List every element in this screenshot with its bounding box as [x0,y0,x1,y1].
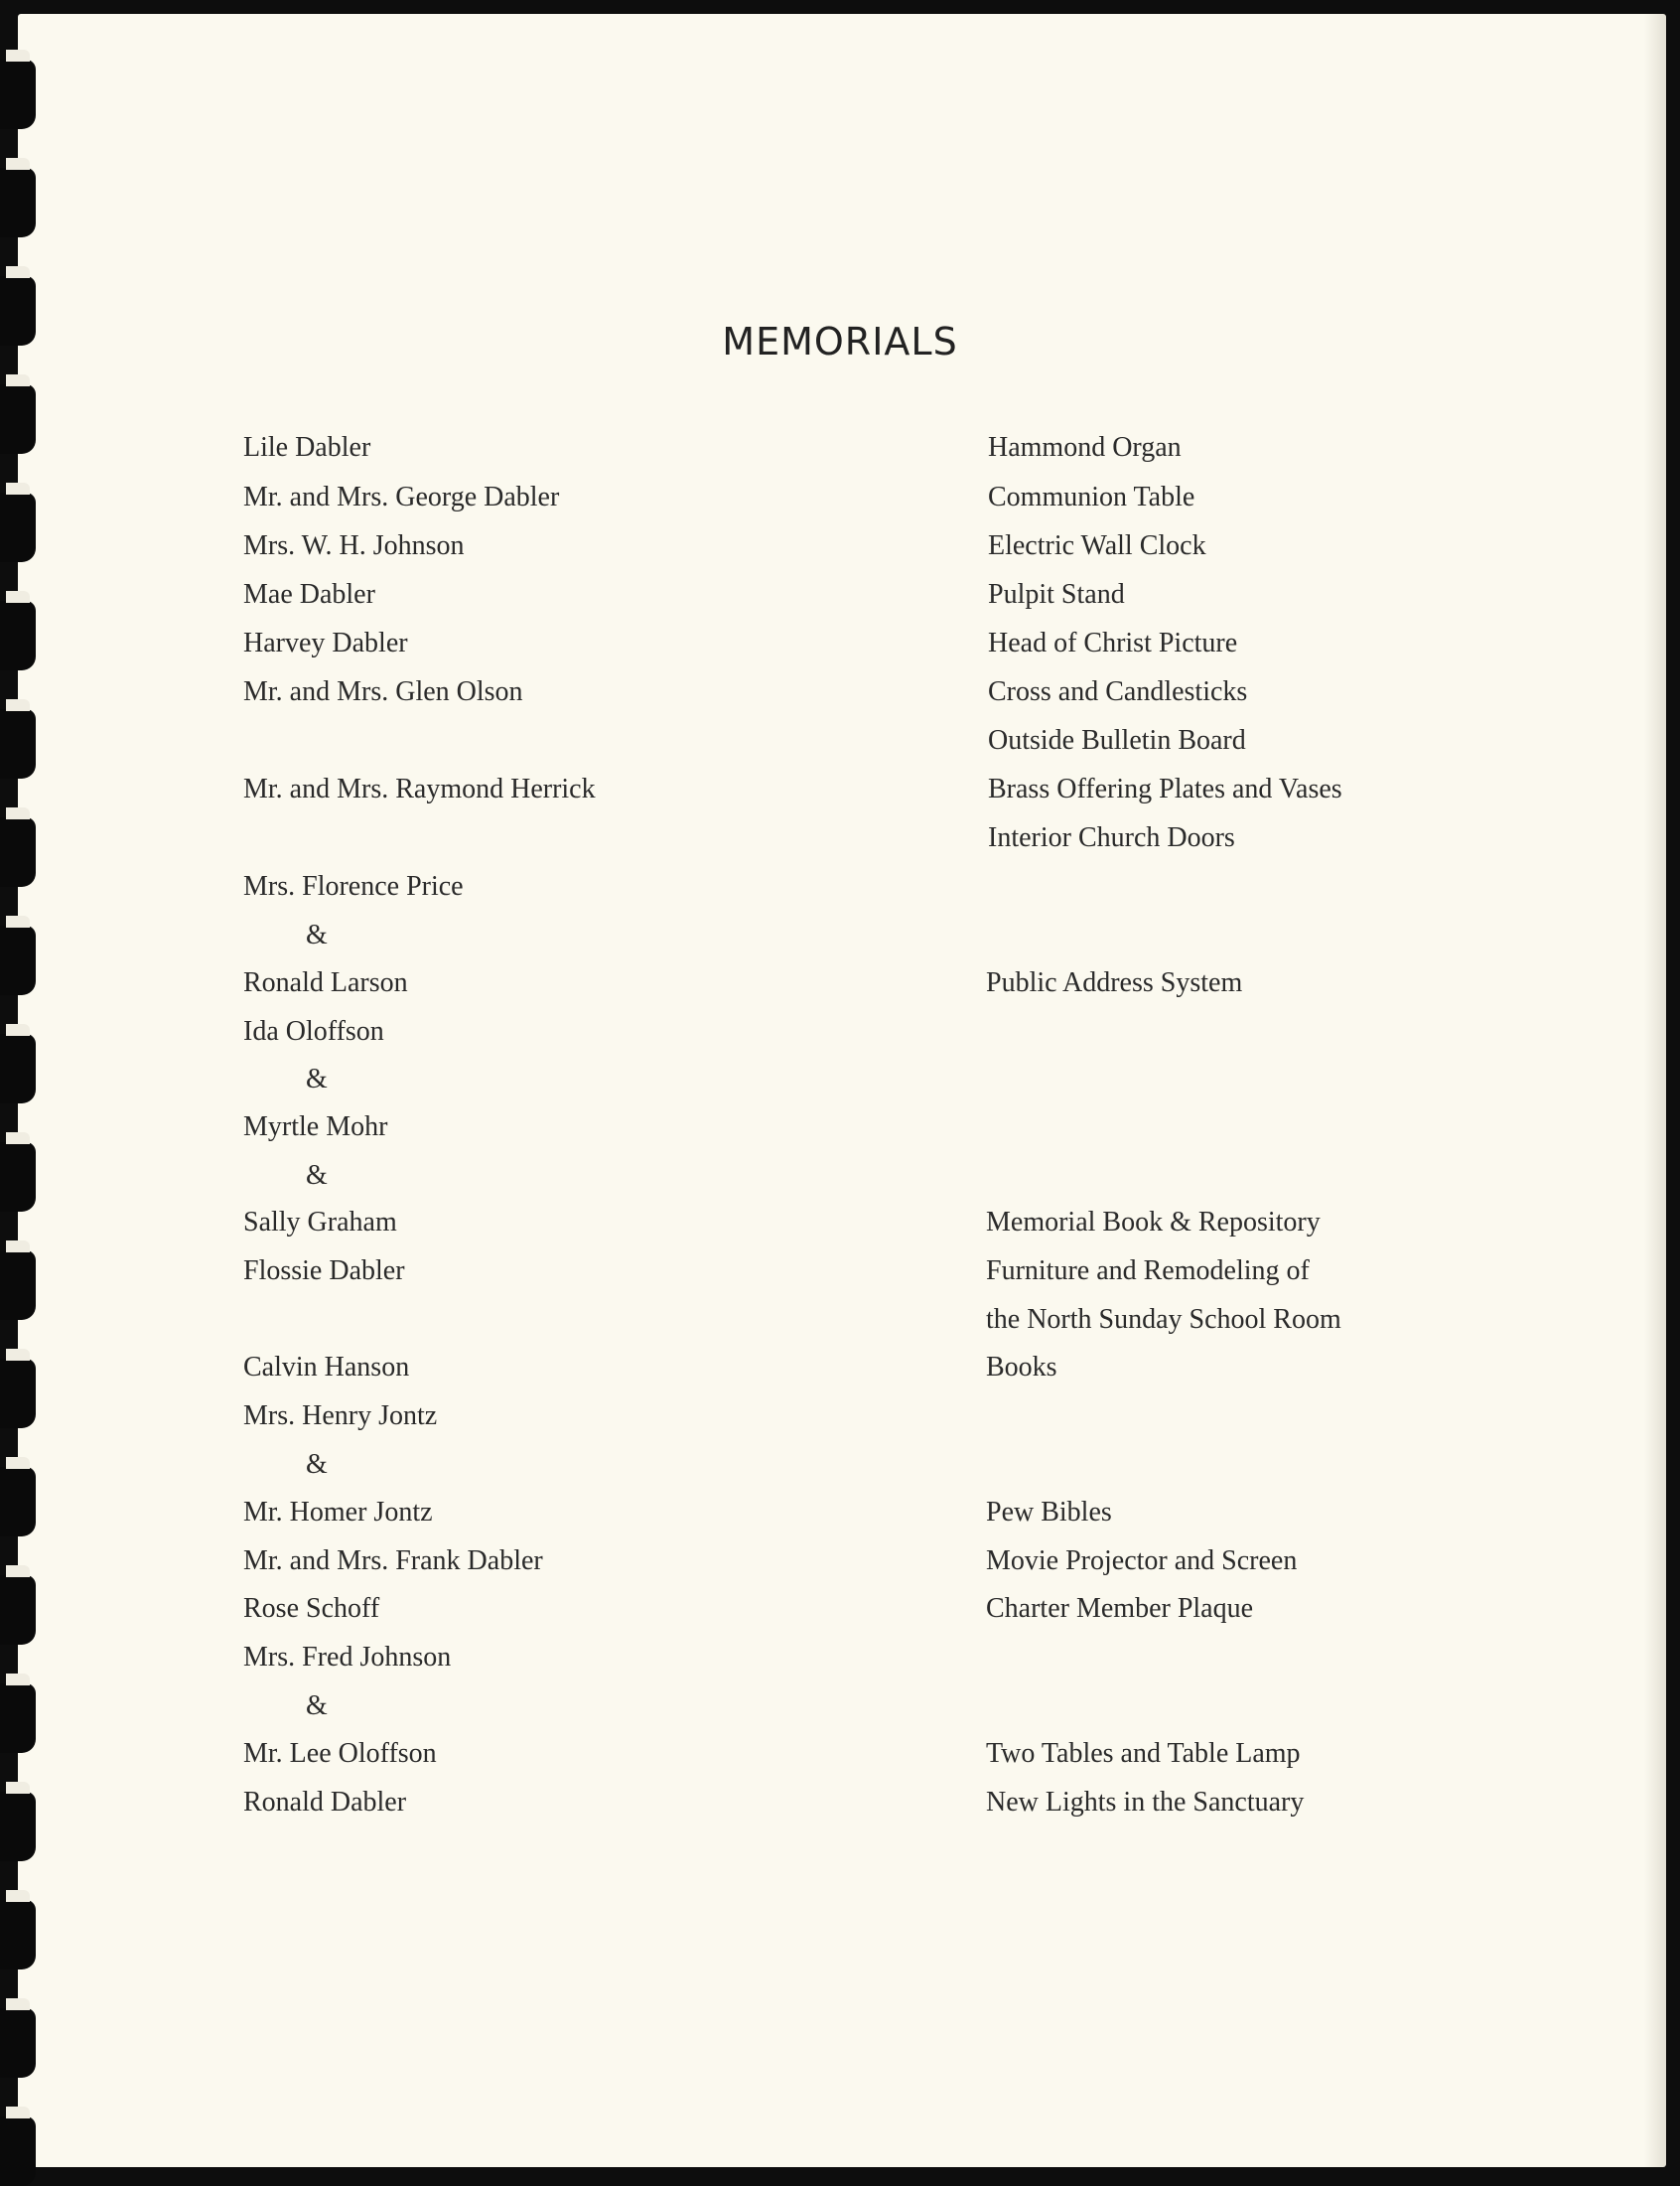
memorial-item: Public Address System [986,967,1243,998]
memorial-item: Hammond Organ [988,432,1182,463]
memorial-item: Outside Bulletin Board [988,725,1246,756]
memorial-item: Pulpit Stand [988,579,1125,610]
memorial-name: Lile Dabler [243,432,371,463]
memorial-item: Electric Wall Clock [988,530,1206,561]
ampersand: & [306,920,328,950]
ampersand: & [306,1449,328,1480]
memorial-name: Ida Oloffson [243,1016,384,1047]
memorial-item: Two Tables and Table Lamp [986,1738,1301,1769]
memorial-item: Brass Offering Plates and Vases [988,774,1342,804]
memorial-item: Books [986,1352,1057,1383]
memorial-name: Rose Schoff [243,1593,380,1624]
binding-ring [0,1467,36,1536]
binding-ring [0,1359,36,1428]
ampersand: & [306,1690,328,1721]
memorial-name: Ronald Dabler [243,1787,407,1818]
ampersand: & [306,1160,328,1191]
memorial-item: the North Sunday School Room [986,1304,1341,1335]
binding-ring [0,1250,36,1320]
binding-ring [0,1900,36,1969]
memorial-name: Mr. and Mrs. Glen Olson [243,676,523,707]
memorial-item: Pew Bibles [986,1497,1112,1528]
binding-ring [0,384,36,454]
memorial-name: Calvin Hanson [243,1352,410,1383]
memorial-item: Charter Member Plaque [986,1593,1254,1624]
memorial-item: Movie Projector and Screen [986,1545,1298,1576]
memorial-name: Mr. Lee Oloffson [243,1738,437,1769]
page-title: MEMORIALS [722,320,958,364]
binding-ring [0,1575,36,1645]
binding-ring [0,1142,36,1212]
binding-ring [0,601,36,670]
binding-ring [0,168,36,237]
binding-ring [0,60,36,129]
memorial-name: Mrs. W. H. Johnson [243,530,465,561]
binding-ring [0,2008,36,2078]
binding-ring [0,1034,36,1103]
binding-ring [0,709,36,779]
memorial-name: Mr. Homer Jontz [243,1497,433,1528]
binding-ring [0,493,36,562]
binding-ring [0,926,36,995]
memorial-item: Head of Christ Picture [988,628,1238,658]
memorial-item: New Lights in the Sanctuary [986,1787,1305,1818]
memorial-item: Communion Table [988,482,1195,512]
memorial-item: Furniture and Remodeling of [986,1255,1310,1286]
binding-ring [0,2116,36,2186]
memorial-name: Myrtle Mohr [243,1111,388,1142]
memorial-name: Harvey Dabler [243,628,408,658]
memorial-name: Flossie Dabler [243,1255,405,1286]
memorial-name: Mae Dabler [243,579,375,610]
memorial-name: Ronald Larson [243,967,408,998]
memorial-name: Mr. and Mrs. Raymond Herrick [243,774,596,804]
binding-ring [0,1683,36,1753]
memorial-item: Memorial Book & Repository [986,1207,1321,1238]
memorial-name: Mr. and Mrs. Frank Dabler [243,1545,543,1576]
memorial-name: Mrs. Fred Johnson [243,1642,452,1673]
binding-ring [0,817,36,887]
memorial-item: Interior Church Doors [988,822,1235,853]
binding-ring [0,1792,36,1861]
memorial-name: Mrs. Florence Price [243,871,464,902]
memorial-item: Cross and Candlesticks [988,676,1248,707]
memorial-name: Mrs. Henry Jontz [243,1400,438,1431]
memorial-name: Mr. and Mrs. George Dabler [243,482,560,512]
ampersand: & [306,1064,328,1094]
memorial-name: Sally Graham [243,1207,397,1238]
